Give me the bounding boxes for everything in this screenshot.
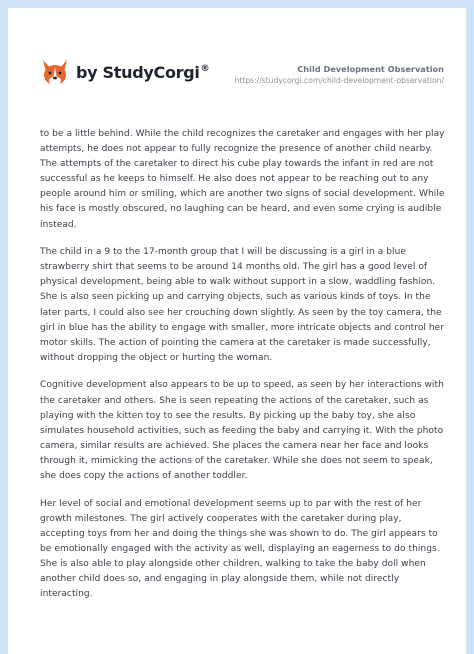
studycorgi-logo[interactable] — [40, 58, 209, 86]
document-title: Child Development Observation — [297, 64, 444, 74]
corgi-logo-icon — [40, 58, 70, 86]
document-page — [8, 8, 466, 654]
paragraph: Cognitive development also appears to be up to speed, as seen by her interactions with the caretaker and others. She is seen repeating the actions of the caretaker, such as playing with the kitten toy to see the results. By picking up the baby toy, she also simulates household activities, such as feeding the baby and carrying it. With the photo camera, similar results are achieved. She places the camera near her face and looks through it, mimicking the actions of the caretaker. While she does not seem to speak, she does copy the actions of another toddler. — [40, 380, 444, 481]
paragraph: The child in a 9 to the 17-month group that I will be discussing is a girl in a blue strawberry shirt that seems to be around 14 months old. The girl has a good level of physical development, being able to walk without support in a slow, waddling fashion. She is also seen picking up and carrying objects, such as various kinds of toys. In the later parts, I could also see her crouching down slightly. As seen by the toy camera, the girl in blue has the ability to engage with smaller, more intricate objects and control her motor skills. The action of pointing the camera at the caretaker is made successfully, without dropping the object or hurting the woman. — [40, 247, 445, 363]
document-header — [235, 63, 444, 87]
paragraph: to be a little behind. While the child recognizes the caretaker and engages with her play attempts, he does not appear to fully recognize the presence of another child nearby. The attempts of the caretaker to direct his cube play towards the infant in red are not successful as he keeps to himself. He also does not appear to be reaching out to any people around him or smiling, which are another two signs of social development. While his face is mostly obscured, no laughing can be heard, and even some crying is audible instead. — [40, 129, 445, 230]
document-body — [40, 127, 448, 615]
paragraph: Her level of social and emotional development seems up to par with the rest of her growth milestones. The girl actively cooperates with the caretaker during play, accepting toys from her and doing the things she was shown to do. The girl appears to be emotionally engaged with the activity as well, displaying an eagerness to do things. She is also able to play alongside other children, walking to take the baby doll when another child does so, and engaging in play alongside them, while not directly interacting. — [40, 498, 440, 600]
document-url[interactable]: https://studycorgi.com/child-development-observation/ — [234, 76, 444, 85]
logo-wordmark: by StudyCorgi® — [76, 62, 210, 82]
